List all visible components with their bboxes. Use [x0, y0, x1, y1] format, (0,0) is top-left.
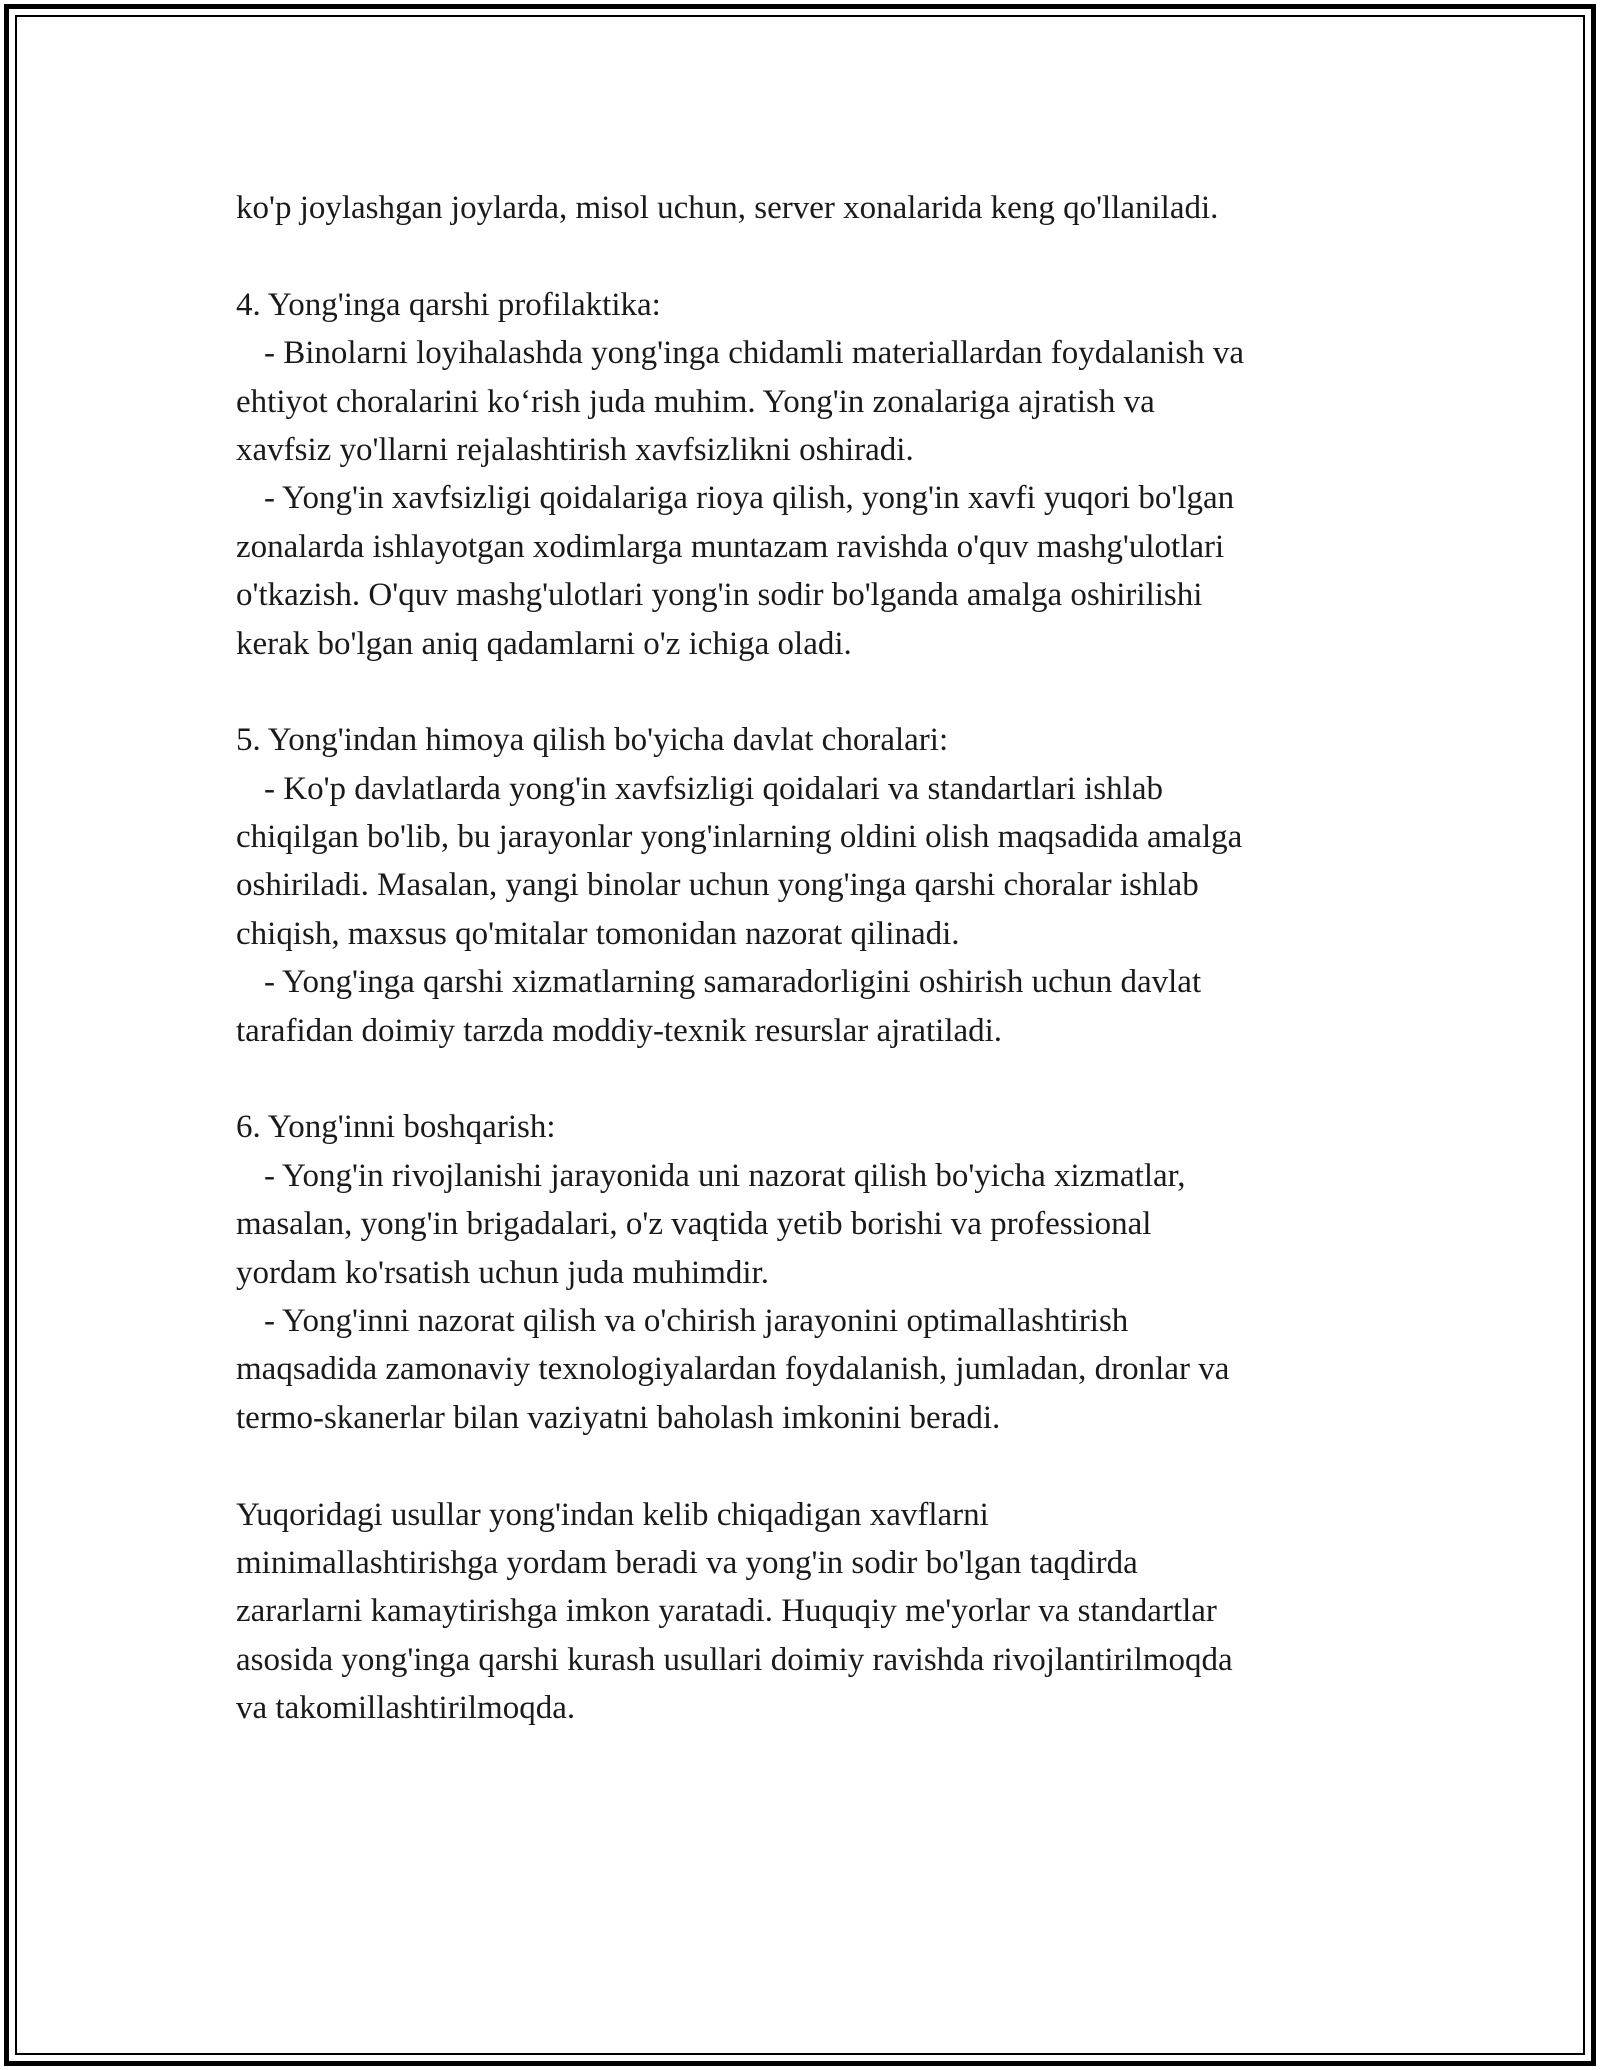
conclusion-line: minimallashtirishga yordam beradi va yong'in sodir bo'lgan taqdirda — [236, 1544, 1138, 1581]
document-body — [236, 184, 1376, 1733]
text-line: o'tkazish. O'quv mashg'ulotlari yong'in sodir bo'lganda amalga oshirilishi — [236, 577, 1203, 614]
blank-line — [236, 232, 1376, 280]
blank-line — [236, 668, 1376, 716]
conclusion-line: va takomillashtirilmoqda. — [236, 1690, 576, 1727]
conclusion-line: Yuqoridagi usullar yong'indan kelib chiqadigan xavflarni — [236, 1496, 989, 1533]
conclusion-line: asosida yong'inga qarshi kurash usullari doimiy ravishda rivojlantirilmoqda — [236, 1641, 1233, 1678]
blank-line — [236, 1055, 1376, 1103]
text-line: ko'p joylashgan joylarda, misol uchun, server xonalarida keng qo'llaniladi. — [236, 190, 1219, 226]
bullet-line: - Ko'p davlatlarda yong'in xavfsizligi qoidalari va standartlari ishlab — [264, 770, 1163, 807]
bullet-line: - Yong'in rivojlanishi jarayonida uni nazorat qilish bo'yicha xizmatlar, — [264, 1157, 1186, 1194]
blank-line — [236, 1442, 1376, 1490]
text-line: oshiriladi. Masalan, yangi binolar uchun yong'inga qarshi choralar ishlab — [236, 867, 1199, 904]
text-line: ehtiyot choralarini ko‘rish juda muhim. Yong'in zonalariga ajratish va — [236, 383, 1155, 420]
bullet-line: - Yong'inga qarshi xizmatlarning samaradorligini oshirish uchun davlat — [264, 964, 1202, 1001]
bullet-line: - Yong'in xavfsizligi qoidalariga rioya qilish, yong'in xavfi yuqori bo'lgan — [264, 480, 1235, 517]
text-line: masalan, yong'in brigadalari, o'z vaqtida yetib borishi va professional — [236, 1206, 1152, 1243]
text-line: chiqilgan bo'lib, bu jarayonlar yong'inlarning oldini olish maqsadida amalga — [236, 819, 1243, 856]
text-line: termo-skanerlar bilan vaziyatni baholash imkonini beradi. — [236, 1399, 1001, 1436]
section-heading-6: 6. Yong'inni boshqarish: — [236, 1109, 556, 1146]
bullet-line: - Yong'inni nazorat qilish va o'chirish jarayonini optimallashtirish — [264, 1302, 1129, 1339]
text-line: zonalarda ishlayotgan xodimlarga muntazam ravishda o'quv mashg'ulotlari — [236, 528, 1225, 565]
conclusion-line: zararlarni kamaytirishga imkon yaratadi. Huquqiy me'yorlar va standartlar — [236, 1593, 1217, 1630]
text-line: chiqish, maxsus qo'mitalar tomonidan nazorat qilinadi. — [236, 915, 960, 952]
section-heading-4: 4. Yong'inga qarshi profilaktika: — [236, 286, 661, 323]
text-line: kerak bo'lgan aniq qadamlarni o'z ichiga oladi. — [236, 625, 852, 662]
text-line: yordam ko'rsatish uchun juda muhimdir. — [236, 1254, 769, 1291]
text-line: xavfsiz yo'llarni rejalashtirish xavfsizlikni oshiradi. — [236, 431, 914, 468]
text-line: maqsadida zamonaviy texnologiyalardan foydalanish, jumladan, dronlar va — [236, 1351, 1230, 1388]
text-line: tarafidan doimiy tarzda moddiy-texnik resurslar ajratiladi. — [236, 1012, 1003, 1049]
bullet-line: - Binolarni loyihalashda yong'inga chidamli materiallardan foydalanish va — [264, 335, 1245, 372]
section-heading-5: 5. Yong'indan himoya qilish bo'yicha davlat choralari: — [236, 722, 949, 759]
